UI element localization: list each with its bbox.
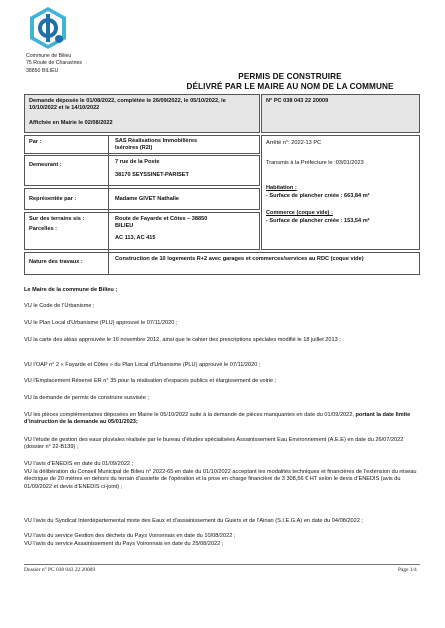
habitation-label: Habitation :: [266, 185, 297, 191]
vu-demande: VU la demande de permis de construire susvisée ;: [24, 395, 149, 401]
document-title: [175, 72, 405, 91]
prefecture-transmission: Transmis à la Préfecture le :03/01/2023: [266, 160, 364, 166]
commune-city: 38850 BILIEU: [26, 67, 59, 74]
commune-street: 75 Route de Charavines: [26, 60, 82, 67]
vu-etude-eaux-pluviales: VU l’étude de gestion des eaux pluviales réalisée par le bureau d’études spécialisées Assainissement Eau Environnement (A.E.E) en date du 26/07/2022 (dossier n° 22-B139) ;: [24, 437, 404, 451]
footer-rule: [24, 564, 420, 565]
vu-emplacement-reserve: VU l’Emplacement Réservé ER n° 35 pour la réalisation d’espaces publics et élargissement de voirie ;: [24, 378, 277, 384]
address-line-1: 7 rue de la Poste: [115, 159, 160, 165]
vu-avis-assainissement: VU l’avis du service Assainissement du Pays Voironnais en date du 25/08/2022 ;: [24, 541, 224, 547]
title-line-1: PERMIS DE CONSTRUIRE: [238, 72, 342, 81]
terrain-value-line-1: Route de Fayarde et Côtes – 38850: [115, 216, 208, 222]
parcelles-label: Parcelles :: [29, 226, 57, 232]
representant-value: Madame GIVET Nathalie: [115, 196, 180, 202]
column-divider: [108, 135, 109, 275]
permit-number: N° PC 038 043 22 20009: [266, 98, 329, 104]
vu-pieces-complementaires: [24, 412, 420, 427]
vu-avis-enedis: VU l’avis d’ENEDIS en date du 01/09/2022 ;: [24, 461, 134, 467]
deposit-text: Demande déposée le 01/08/2022, complétée le 26/09/2022, le 05/10/2022, le 10/10/2022 et le 14/10/2022: [29, 98, 226, 112]
parcelles-value: AC 113, AC 415: [115, 235, 156, 241]
terrain-label: Sur des terrains sis :: [29, 216, 85, 222]
title-line-2: DÉLIVRÉ PAR LE MAIRE AU NOM DE LA COMMUNE: [186, 81, 394, 91]
vu-carte-aleas: VU la carte des aléas approuvée le 16 novembre 2012, ainsi que le cahier des prescriptions spéciales modifié le 18 juillet 2013 ;: [24, 337, 341, 343]
vu-deliberation: VU la délibération du Conseil Municipal de Bilieu n° 2022-65 en date du 01/10/2022 acceptant les modalités techniques et financières de l’extension du réseau électrique de 20 mètres en dehors du terrain d’assiette de l’opération et la prise en charge financière de 3 308,56 € HT selon le devis d’ENEDIS (avis du 01/09/2022 et devis d’ENEDIS ci-joint) ;: [24, 469, 417, 490]
footer-page: Page 1/4: [398, 567, 417, 573]
demeurant-label: Demeurant :: [29, 162, 62, 168]
vu-avis-dechets: VU l’avis du service Gestion des déchets du Pays Voironnais en date du 10/08/2022 ;: [24, 533, 236, 539]
pieces-text: VU les pièces complémentaires déposées en Mairie le 05/10/2022 suite à la demande de pièces manquantes en date du 01/09/2022,: [24, 412, 356, 418]
vu-code-urbanisme: VU le Code de l’Urbanisme ;: [24, 303, 95, 309]
footer-dossier: Dossier n° PC 038 043 22 20009: [24, 567, 96, 573]
commerce-label: Commerce (coque vide) :: [266, 210, 333, 216]
nature-value: Construction de 10 logements R+2 avec garages et commerces/services au RDC (coque vide): [115, 256, 364, 262]
commune-address: [26, 53, 82, 75]
maire-heading: Le Maire de la commune de Bilieu ;: [24, 287, 118, 293]
commune-logo: [28, 6, 68, 50]
par-label: Par :: [29, 139, 42, 145]
vu-avis-siega: VU l’avis du Syndicat Interdépartemental mixte des Eaux et d’assainissement du Guiers et de l’Ainan (S.I.E.G.A) en date du 04/08/2022 ;: [24, 518, 363, 524]
par-value-line-1: SAS Réalisations Immobilières: [115, 138, 198, 144]
par-value-line-2: Iséroires (R2I): [115, 145, 153, 151]
representant-label: Représentée par :: [29, 196, 77, 202]
date-limite-instruction: portant la date limite d’instruction de la demande au 05/01/2023;: [24, 412, 411, 426]
arrete-number: Arrêté n°: 2022-13 PC: [266, 140, 322, 146]
nature-label: Nature des travaux :: [29, 259, 83, 265]
commerce-surface: - Surface de plancher créée : 153,54 m²: [266, 218, 370, 224]
habitation-surface: - Surface de plancher créée : 663,84 m²: [266, 193, 370, 199]
terrain-value-line-2: BILIEU: [115, 223, 134, 229]
commune-name: Commune de Bilieu: [26, 53, 72, 59]
affichage-text: Affichée en Mairie le 02/08/2022: [29, 120, 113, 126]
address-line-2: 38170 SEYSSINET-PARISET: [115, 172, 189, 178]
vu-oap: VU l’OAP n° 2 « Fayarde et Côtes » du Plan Local d’Urbanisme (PLU) approuvé le 07/11/2020 ;: [24, 362, 261, 368]
vu-plu: VU le Plan Local d’Urbanisme (PLU) approuvé le 07/11/2020 ;: [24, 320, 178, 326]
